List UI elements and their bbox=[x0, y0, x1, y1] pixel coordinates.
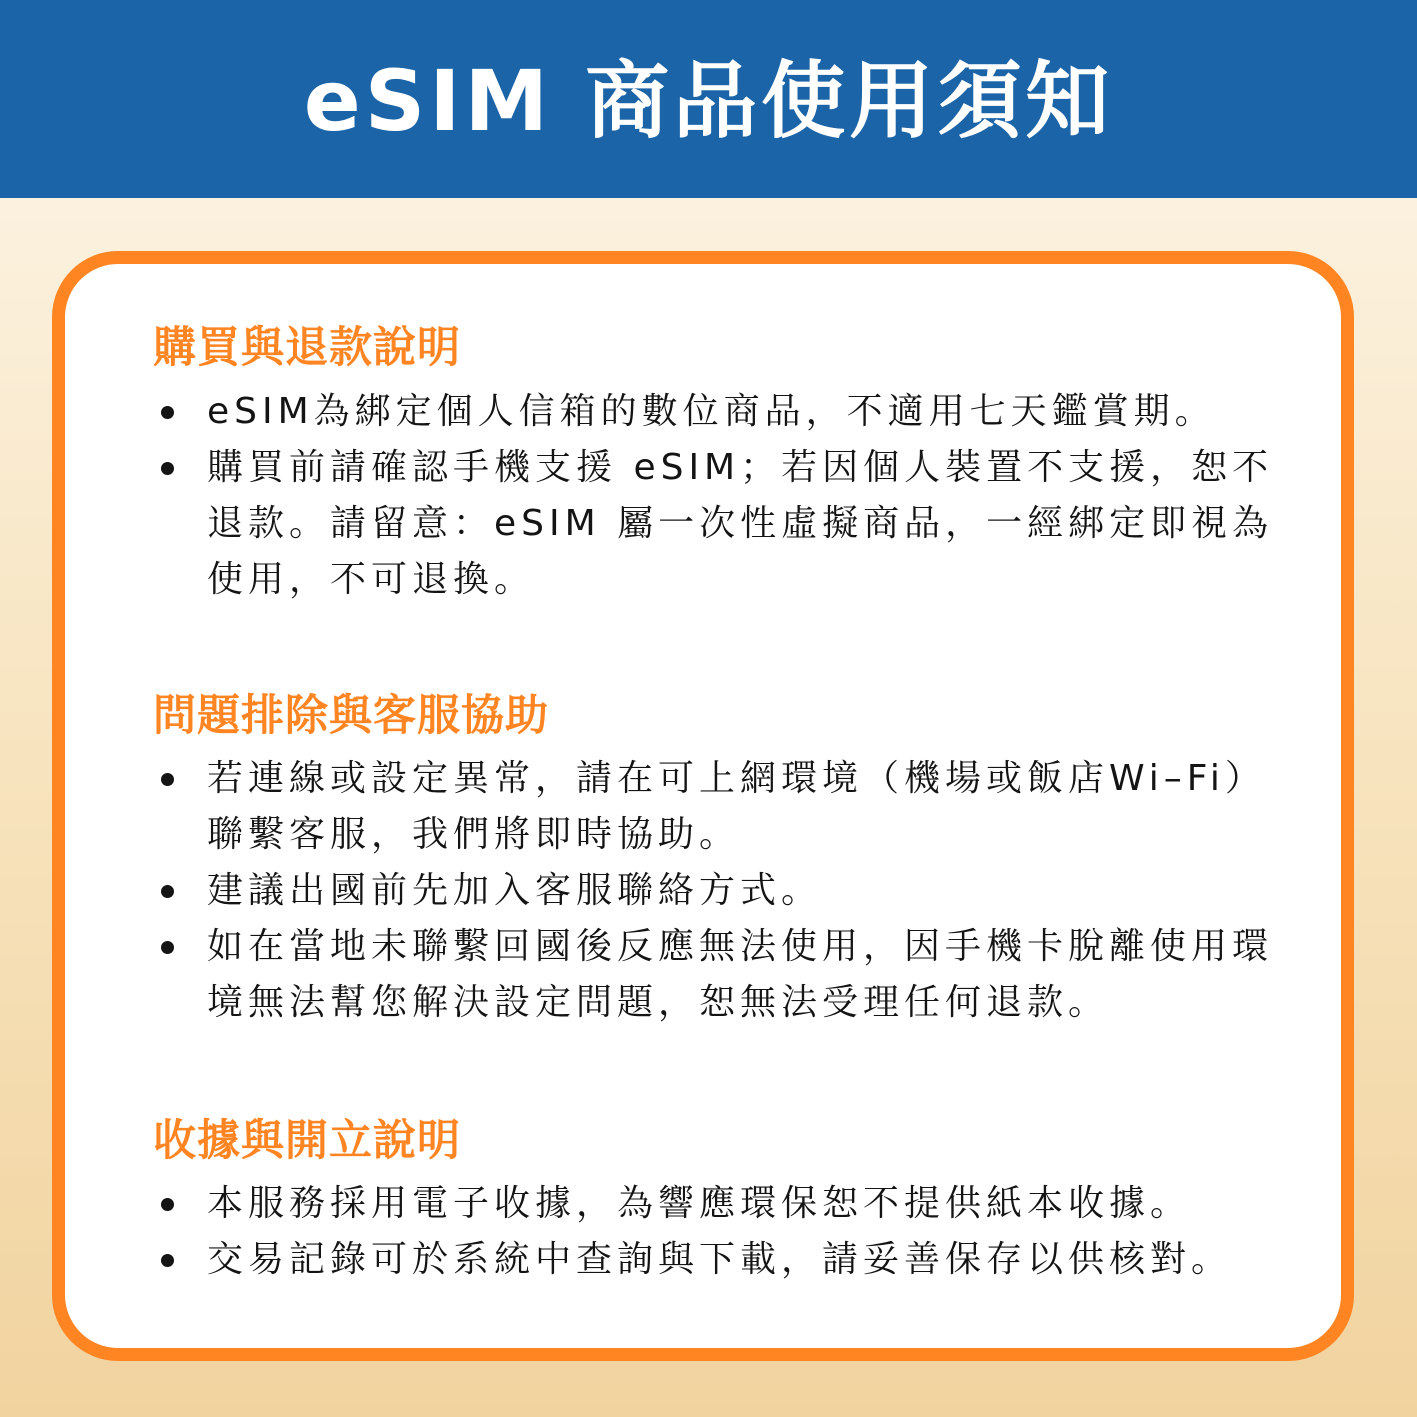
section-title: 購買與退款說明 bbox=[153, 323, 461, 373]
list-item: 購買前請確認手機支援 eSIM；若因個人裝置不支援，恕不退款。請留意：eSIM 屬一次性虛擬商品，一經綁定即視為使用，不可退換。 bbox=[155, 440, 1285, 608]
notice-card bbox=[52, 251, 1354, 1361]
item-list bbox=[155, 751, 1285, 1031]
bullet-icon bbox=[161, 462, 174, 475]
bullet-icon bbox=[161, 773, 174, 786]
list-item: 建議出國前先加入客服聯絡方式。 bbox=[155, 863, 1285, 919]
section-title: 問題排除與客服協助 bbox=[153, 691, 549, 741]
bullet-icon bbox=[161, 1254, 174, 1267]
bullet-icon bbox=[161, 1198, 174, 1211]
bullet-icon bbox=[161, 406, 174, 419]
list-item: 如在當地未聯繫回國後反應無法使用，因手機卡脫離使用環境無法幫您解決設定問題，恕無法受理任何退款。 bbox=[155, 919, 1285, 1031]
bullet-icon bbox=[161, 885, 174, 898]
page-title: eSIM 商品使用須知 bbox=[303, 51, 1114, 150]
list-item: eSIM為綁定個人信箱的數位商品，不適用七天鑑賞期。 bbox=[155, 384, 1285, 440]
item-list bbox=[155, 384, 1285, 608]
bullet-icon bbox=[161, 941, 174, 954]
list-item: 本服務採用電子收據，為響應環保恕不提供紙本收據。 bbox=[155, 1176, 1285, 1232]
list-item: 交易記錄可於系統中查詢與下載，請妥善保存以供核對。 bbox=[155, 1232, 1285, 1288]
section-title: 收據與開立說明 bbox=[153, 1116, 461, 1166]
list-item: 若連線或設定異常，請在可上網環境（機場或飯店Wi–Fi）聯繫客服，我們將即時協助。 bbox=[155, 751, 1285, 863]
header-banner bbox=[0, 0, 1417, 198]
item-list bbox=[155, 1176, 1285, 1288]
